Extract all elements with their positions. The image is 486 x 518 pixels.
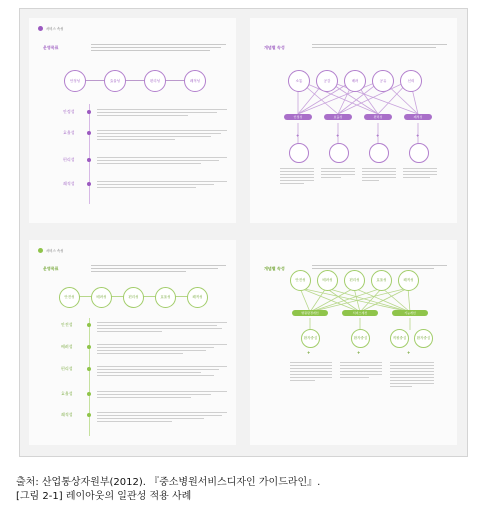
concept-node: 소통 [288,70,310,92]
goal-node: 안정성 [64,70,86,92]
plus-icon: + [416,133,420,138]
row-text-lines [97,181,227,190]
section-title: 서비스 속성 [46,249,64,253]
attribute-bar: 편리성 [364,114,392,120]
row-marker-icon [87,345,91,349]
column-text-lines [362,168,396,183]
caption-line: [그림 2-1] 레이아웃의 일관성 적용 사례 [16,491,192,502]
section-bullet-icon [38,26,43,31]
attribute-bar: 효율성 [324,114,352,120]
outcome-node-icon [289,143,309,163]
concept-network-diagram [250,18,457,223]
plus-icon: + [357,350,361,355]
row-marker-icon [87,367,91,371]
concept-node: 공감 [316,70,338,92]
concept-node: 배려성 [317,270,338,291]
row-text-lines [97,322,227,334]
attribute-bar: 안정성 [284,114,312,120]
sub-node: 환자중심 [414,329,433,348]
column-text-lines [321,168,355,180]
row-text-lines [97,366,227,378]
sub-node: 직원중심 [390,329,409,348]
row-text-lines [97,157,227,166]
outcome-node-icon [329,143,349,163]
row-text-lines [97,130,227,142]
figure-caption [16,476,320,504]
timeline-rule [89,318,90,436]
goal-node: 안전성 [59,287,80,308]
page-thumbnail-top-left [29,18,236,223]
column-text-lines [340,362,382,380]
row-marker-icon [87,323,91,327]
column-text-lines [290,362,332,383]
category-bar: 기능개선 [392,310,428,316]
page-heading: 개념별 속성 [264,266,285,271]
plus-icon: + [296,133,300,138]
intro-text-lines [91,44,226,53]
section-title: 서비스 속성 [46,27,64,31]
sub-node: 환자중심 [351,329,370,348]
row-label: 쾌적성 [63,181,75,186]
row-label: 편리성 [63,157,75,162]
concept-node: 쾌적성 [398,270,419,291]
goal-node: 쾌적성 [187,287,208,308]
row-marker-icon [87,131,91,135]
row-label: 효율성 [61,391,73,396]
page-heading: 운영목표 [43,266,59,271]
concept-node: 편리성 [344,270,365,291]
plus-icon: + [407,350,411,355]
goal-node: 편리성 [144,70,166,92]
sub-node: 환자중심 [301,329,320,348]
row-label: 쾌적성 [61,412,73,417]
row-label: 편리성 [61,366,73,371]
outcome-node-icon [409,143,429,163]
page-thumbnail-bottom-right [250,240,457,445]
row-label: 효율성 [63,130,75,135]
plus-icon: + [307,350,311,355]
row-label: 안정성 [63,109,75,114]
row-label: 배려성 [61,344,73,349]
row-label: 안전성 [61,322,73,327]
page-thumbnail-bottom-left [29,240,236,445]
row-text-lines [97,109,227,118]
page-heading: 개념별 속성 [264,45,285,50]
concept-node: 배려 [344,70,366,92]
document-figure [19,8,468,457]
goal-node: 효율성 [155,287,176,308]
timeline-rule [89,104,90,204]
row-marker-icon [87,182,91,186]
page-thumbnail-top-right [250,18,457,223]
category-bar: 서비스개선 [342,310,378,316]
row-marker-icon [87,110,91,114]
goal-node: 배려성 [91,287,112,308]
page-heading: 운영목표 [43,45,59,50]
concept-node: 효율성 [371,270,392,291]
row-marker-icon [87,392,91,396]
concept-node: 공유 [372,70,394,92]
source-line: 출처: 산업통상자원부(2012). 『중소병원서비스디자인 가이드라인』. [16,477,321,488]
column-text-lines [280,168,314,186]
intro-text-lines [91,265,226,274]
row-marker-icon [87,158,91,162]
column-text-lines [403,168,437,180]
plus-icon: + [376,133,380,138]
goal-node: 편리성 [123,287,144,308]
category-bar: 병원환경개선 [292,310,328,316]
row-marker-icon [87,413,91,417]
row-text-lines [97,391,227,400]
attribute-bar: 쾌적성 [404,114,432,120]
row-text-lines [97,344,227,356]
row-text-lines [97,412,227,424]
section-bullet-icon [38,248,43,253]
goal-node: 효율성 [104,70,126,92]
outcome-node-icon [369,143,389,163]
plus-icon: + [336,133,340,138]
concept-node: 안전성 [290,270,311,291]
column-text-lines [390,362,434,389]
goal-node: 쾌적성 [184,70,206,92]
concept-node: 신뢰 [400,70,422,92]
